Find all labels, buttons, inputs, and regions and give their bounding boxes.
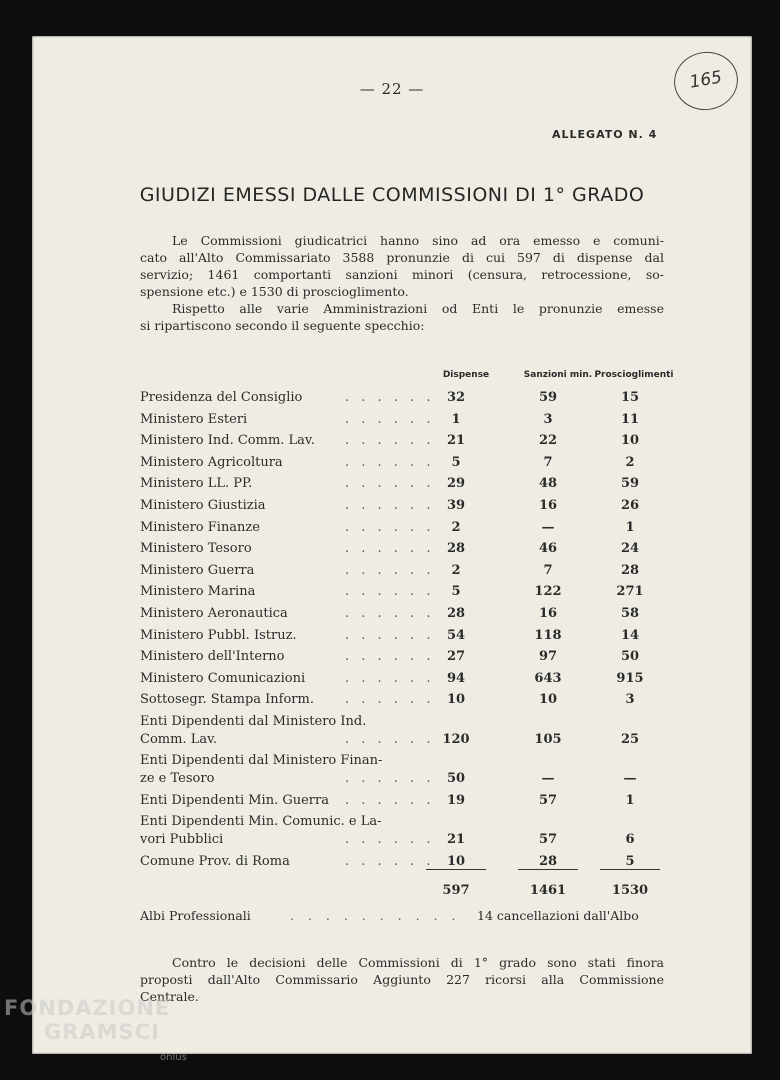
table-row (140, 584, 680, 602)
document-title: GIUDIZI EMESSI DALLE COMMISSIONI DI 1° GRADO (139, 184, 645, 206)
cell-sanzioni: 7 (543, 454, 553, 470)
cell-dispense: 19 (446, 792, 466, 808)
total-sanzioni: 1461 (529, 883, 567, 899)
row-label: Ministero Agricoltura (140, 454, 283, 470)
table-row (140, 649, 680, 667)
cell-proscioglimenti: 2 (625, 454, 635, 470)
cell-dispense: 120 (442, 731, 470, 747)
watermark-line: GRAMSCI (44, 1020, 160, 1044)
table-row (140, 455, 680, 473)
cell-proscioglimenti: 25 (620, 731, 640, 747)
column-header-sanzioni: Sanzioni min. (523, 370, 593, 380)
cell-sanzioni: 97 (538, 649, 558, 665)
cell-proscioglimenti: 6 (625, 831, 635, 847)
intro-line: servizio; 1461 comportanti sanzioni minori (censura, retrocessione, so- (140, 267, 664, 282)
row-label: Enti Dipendenti dal Ministero Finan- (140, 753, 383, 769)
row-label: vori Pubblici (140, 831, 224, 847)
row-label: Ministero Aeronautica (140, 606, 288, 621)
cell-sanzioni: 3 (543, 411, 553, 427)
leader-dots: . . . . . . (345, 433, 435, 449)
cell-sanzioni: 10 (538, 692, 558, 708)
row-label: Comm. Lav. (140, 731, 218, 747)
watermark-line: FONDAZIONE (4, 996, 171, 1020)
closing-line: Contro le decisioni delle Commissioni di 1° grado sono stati finora (172, 955, 664, 970)
leader-dots: . . . . . . (345, 390, 435, 405)
cell-sanzioni: 48 (538, 476, 558, 492)
table-row (140, 520, 680, 538)
cell-dispense: 54 (446, 627, 466, 643)
cell-sanzioni: — (541, 771, 555, 787)
row-label: Enti Dipendenti Min. Comunic. e La- (140, 814, 382, 830)
leader-dots: . . . . . . (345, 853, 435, 869)
table-row (140, 714, 680, 732)
cell-sanzioni: 59 (538, 390, 558, 405)
row-label: Ministero Pubbl. Istruz. (140, 627, 297, 643)
cell-proscioglimenti: 271 (616, 584, 644, 600)
cell-dispense: 29 (446, 476, 466, 492)
leader-dots: . . . . . . (345, 454, 435, 470)
row-label: Ministero dell'Interno (140, 649, 285, 665)
table-row (140, 692, 680, 710)
cell-dispense: 10 (446, 692, 466, 708)
leader-dots: . . . . . . (345, 584, 435, 600)
table-row (140, 814, 680, 832)
cell-dispense: 28 (446, 541, 466, 557)
document-page (32, 36, 752, 1054)
cell-sanzioni: 46 (538, 541, 558, 557)
leader-dots: . . . . . . (345, 627, 435, 643)
row-label: Comune Prov. di Roma (140, 853, 290, 869)
total-dispense: 597 (442, 883, 470, 899)
cell-sanzioni: 16 (538, 606, 558, 621)
row-label: Enti Dipendenti dal Ministero Ind. (140, 714, 367, 729)
cell-dispense: 21 (446, 831, 466, 847)
cell-dispense: 27 (446, 649, 466, 665)
table-row (140, 753, 680, 771)
table-row (140, 563, 680, 581)
table-row (140, 412, 680, 430)
leader-dots: . . . . . . (345, 771, 435, 787)
cell-proscioglimenti: 1 (625, 519, 635, 535)
cell-proscioglimenti: 15 (620, 390, 640, 405)
cell-proscioglimenti: 50 (620, 649, 640, 665)
cell-dispense: 39 (446, 498, 466, 513)
row-label: Ministero Finanze (140, 519, 260, 535)
cell-proscioglimenti: 5 (600, 854, 660, 870)
cell-sanzioni: 105 (534, 731, 562, 747)
totals-row (140, 883, 680, 901)
cell-proscioglimenti: 58 (620, 606, 640, 621)
cell-sanzioni: 22 (538, 433, 558, 449)
cell-sanzioni: 122 (534, 584, 562, 600)
annex-label: ALLEGATO N. 4 (552, 128, 658, 141)
table-row (140, 433, 680, 451)
row-label: Ministero Comunicazioni (140, 670, 306, 686)
cell-dispense: 5 (451, 584, 461, 600)
cell-proscioglimenti: 28 (620, 562, 640, 578)
leader-dots: . . . . . . (345, 562, 435, 578)
leader-dots: . . . . . . (345, 476, 435, 492)
cell-sanzioni: 16 (538, 498, 558, 513)
leader-dots: . . . . . . (345, 498, 435, 513)
cell-sanzioni: 7 (543, 562, 553, 578)
table-row (140, 498, 680, 516)
column-header-proscioglimenti: Proscioglimenti (594, 370, 674, 380)
archive-stamp-number: 165 (669, 47, 742, 115)
cell-sanzioni: — (541, 519, 555, 535)
row-label: Ministero Ind. Comm. Lav. (140, 433, 315, 449)
table-row (140, 854, 680, 872)
cell-proscioglimenti: 24 (620, 541, 640, 557)
table-row (140, 793, 680, 811)
table-row (140, 541, 680, 559)
cell-proscioglimenti: 14 (620, 627, 640, 643)
page-number: — 22 — (359, 80, 425, 98)
cell-proscioglimenti: 3 (625, 692, 635, 708)
row-label: Presidenza del Consiglio (140, 390, 303, 405)
row-label: Sottosegr. Stampa Inform. (140, 692, 314, 708)
leader-dots: . . . . . . (345, 831, 435, 847)
table-row (140, 628, 680, 646)
cell-proscioglimenti: 11 (620, 411, 640, 427)
closing-paragraph (140, 954, 664, 1005)
column-header-dispense: Dispense (442, 370, 490, 380)
closing-line: proposti dall'Alto Commissario Aggiunto 227 ricorsi alla Commissione (140, 972, 664, 987)
cell-proscioglimenti: 26 (620, 498, 640, 513)
leader-dots: . . . . . . (345, 692, 435, 708)
row-label: Ministero Tesoro (140, 541, 252, 557)
leader-dots: . . . . . . (345, 649, 435, 665)
cell-dispense: 2 (451, 519, 461, 535)
cell-proscioglimenti: 59 (620, 476, 640, 492)
total-proscioglimenti: 1530 (611, 883, 649, 899)
intro-line: Le Commissioni giudicatrici hanno sino ad ora emesso e comuni- (172, 233, 664, 248)
table-row (140, 671, 680, 689)
table-row (140, 476, 680, 494)
leader-dots: . . . . . . (345, 792, 435, 808)
intro-paragraph (140, 232, 664, 334)
cell-proscioglimenti: 915 (616, 670, 644, 686)
table-row (140, 771, 680, 789)
leader-dots: . . . . . . (345, 731, 435, 747)
cell-dispense: 21 (446, 433, 466, 449)
row-label: Ministero Giustizia (140, 498, 266, 513)
table-row (140, 390, 680, 408)
cell-sanzioni: 28 (518, 854, 578, 870)
cell-sanzioni: 118 (534, 627, 562, 643)
table-row (140, 832, 680, 850)
row-label: Ministero Marina (140, 584, 256, 600)
albi-professionali-row (140, 908, 664, 923)
leader-dots: . . . . . . (345, 606, 435, 621)
intro-line: cato all'Alto Commissariato 3588 pronunzie di cui 597 di dispense dal (140, 250, 664, 265)
leader-dots: . . . . . . (345, 519, 435, 535)
cell-dispense: 10 (426, 854, 486, 870)
cell-dispense: 1 (451, 411, 461, 427)
cell-sanzioni: 57 (538, 831, 558, 847)
cell-dispense: 5 (451, 454, 461, 470)
row-label: ze e Tesoro (140, 771, 215, 787)
table-row (140, 606, 680, 624)
cell-proscioglimenti: 1 (625, 792, 635, 808)
row-label: Ministero Guerra (140, 562, 255, 578)
cell-sanzioni: 57 (538, 792, 558, 808)
intro-line: Rispetto alle varie Amministrazioni od Enti le pronunzie emesse (172, 301, 664, 316)
cell-dispense: 2 (451, 562, 461, 578)
row-label: Ministero LL. PP. (140, 476, 253, 492)
albi-value: 14 cancellazioni dall'Albo (477, 908, 639, 923)
leader-dots: . . . . . . (345, 670, 435, 686)
cell-dispense: 32 (446, 390, 466, 405)
cell-dispense: 50 (446, 771, 466, 787)
cell-dispense: 94 (446, 670, 466, 686)
cell-dispense: 28 (446, 606, 466, 621)
intro-line: spensione etc.) e 1530 di proscioglimento. (140, 284, 409, 299)
archive-watermark (4, 996, 187, 1070)
cell-sanzioni: 643 (534, 670, 562, 686)
albi-label: Albi Professionali (140, 908, 251, 923)
watermark-sub: onlus (160, 1052, 187, 1063)
row-label: Ministero Esteri (140, 411, 248, 427)
leader-dots: . . . . . . (345, 541, 435, 557)
row-label: Enti Dipendenti Min. Guerra (140, 792, 329, 808)
leader-dots: . . . . . . . . . . (290, 908, 461, 923)
intro-line: si ripartiscono secondo il seguente specchio: (140, 318, 425, 333)
cell-proscioglimenti: — (623, 771, 637, 787)
table-row (140, 732, 680, 750)
leader-dots: . . . . . . (345, 411, 435, 427)
closing-line: Centrale. (140, 989, 199, 1004)
cell-proscioglimenti: 10 (620, 433, 640, 449)
